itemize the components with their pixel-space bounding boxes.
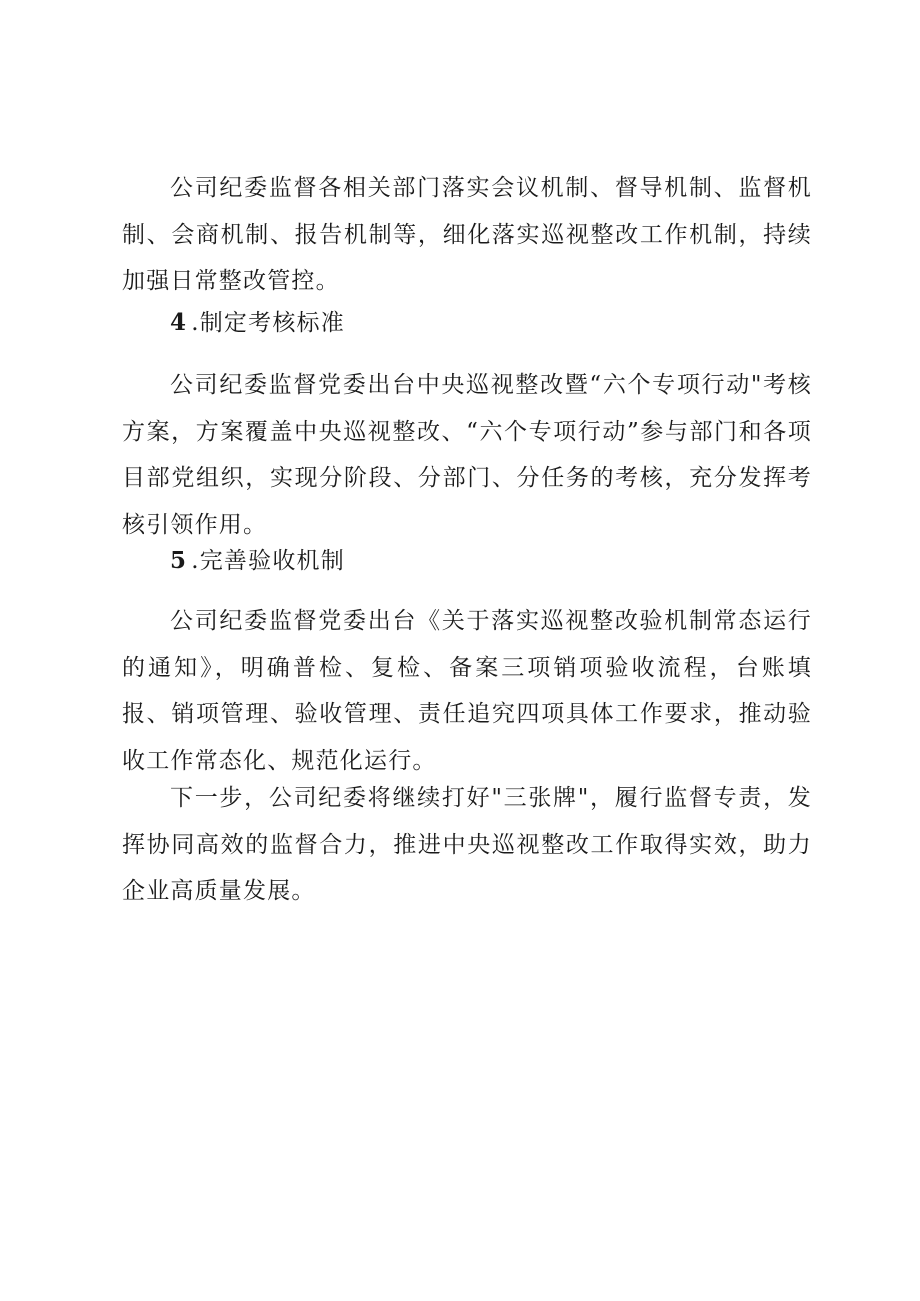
paragraph-next-step: 下一步，公司纪委将继续打好"三张牌"，履行监督专责，发挥协同高效的监督合力，推进中央巡视整改工作取得实效，助力企业高质量发展。 — [122, 785, 812, 904]
section-title-5: .完善验收机制 — [191, 548, 345, 574]
paragraph-mechanism: 公司纪委监督各相关部门落实会议机制、督导机制、监督机制、会商机制、报告机制等，细化落实巡视整改工作机制，持续加强日常整改管控。 — [122, 175, 812, 294]
section-number-4: 4 — [170, 309, 188, 336]
paragraph-assessment: 公司纪委监督党委出台中央巡视整改暨“六个专项行动"考核方案，方案覆盖中央巡视整改、“六个专项行动”参与部门和各项目部党组织，实现分阶段、分部门、分任务的考核，充分发挥考核引领作用。 — [122, 372, 812, 538]
section-heading-4 — [170, 308, 345, 338]
section-heading-5 — [170, 546, 345, 576]
paragraph-acceptance: 公司纪委监督党委出台《关于落实巡视整改验机制常态运行的通知》，明确普检、复检、备案三项销项验收流程，台账填报、销项管理、验收管理、责任追究四项具体工作要求，推动验收工作常态化、规范化运行。 — [122, 608, 812, 774]
section-number-5: 5 — [170, 547, 188, 574]
section-title-4: .制定考核标准 — [191, 310, 345, 336]
